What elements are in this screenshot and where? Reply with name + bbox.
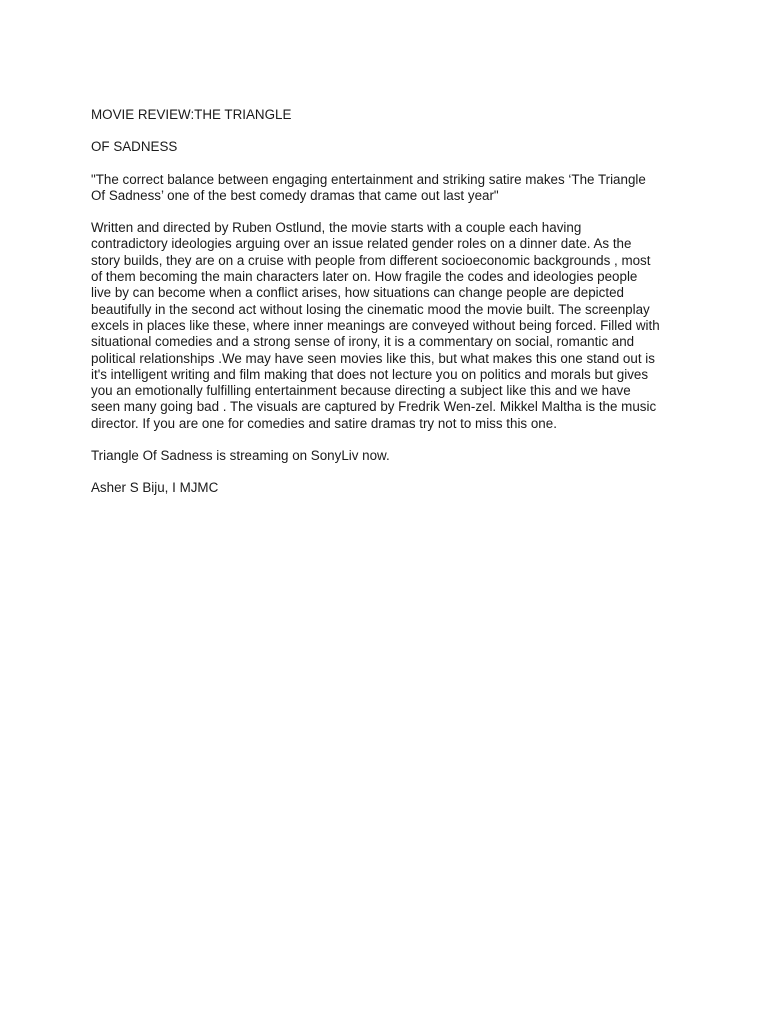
- author-byline: Asher S Biju, I MJMC: [91, 480, 219, 496]
- body-line: political relationships .We may have seen movies like this, but what makes this one stand out is: [91, 350, 655, 366]
- body-line: beautifully in the second act without losing the cinematic mood the movie built. The screenplay: [91, 301, 650, 317]
- streaming-note: Triangle Of Sadness is streaming on SonyLiv now.: [91, 448, 390, 464]
- body-line: story builds, they are on a cruise with people from different socioeconomic backgrounds , most: [91, 252, 651, 268]
- review-body: [91, 220, 691, 432]
- body-line: director. If you are one for comedies and satire dramas try not to miss this one.: [91, 415, 557, 431]
- body-line: live by can become when a conflict arises, how situations can change people are depicted: [91, 285, 624, 301]
- quote-line: "The correct balance between engaging entertainment and striking satire makes ‘The Triangle: [91, 171, 646, 187]
- body-line: situational comedies and a strong sense of irony, it is a commentary on social, romantic and: [91, 334, 635, 350]
- quote-line: Of Sadness’ one of the best comedy dramas that came out last year": [91, 187, 499, 203]
- body-line: it's intelligent writing and film making that does not lecture you on politics and morals but gives: [91, 366, 649, 382]
- document-page: [91, 107, 691, 513]
- body-line: seen many going bad . The visuals are captured by Fredrik Wen-zel. Mikkel Maltha is the music: [91, 399, 657, 415]
- body-line: Written and directed by Ruben Ostlund, the movie starts with a couple each having: [91, 220, 582, 236]
- title-line-1: MOVIE REVIEW:THE TRIANGLE: [91, 107, 292, 122]
- title-line-2: OF SADNESS: [91, 139, 178, 155]
- body-line: of them becoming the main characters later on. How fragile the codes and ideologies people: [91, 269, 638, 285]
- body-line: you an emotionally fulfilling entertainment because directing a subject like this and we have: [91, 383, 631, 399]
- body-line: excels in places like these, where inner meanings are conveyed without being forced. Filled with: [91, 317, 660, 333]
- body-line: contradictory ideologies arguing over an issue related gender roles on a dinner date. As the: [91, 236, 632, 252]
- pull-quote: [91, 172, 691, 205]
